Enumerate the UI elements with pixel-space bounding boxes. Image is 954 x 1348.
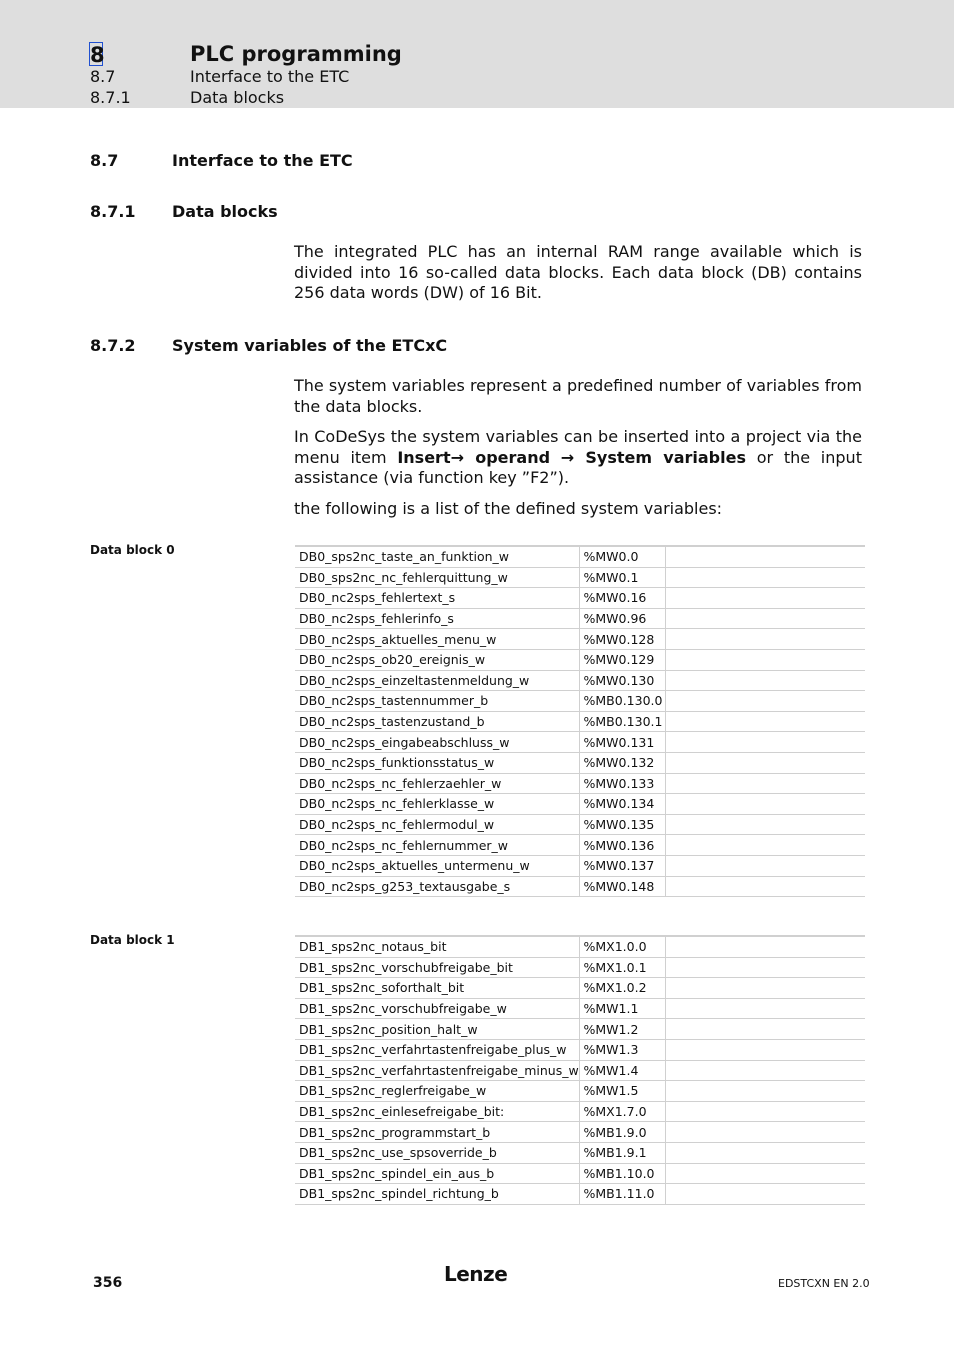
description-cell	[665, 752, 865, 773]
menu-insert: Insert	[397, 447, 451, 467]
address-cell: %MW0.96	[579, 608, 665, 629]
variable-name-cell: DB1_sps2nc_programmstart_b	[295, 1122, 579, 1143]
table-row	[295, 936, 865, 957]
table-row	[295, 649, 865, 670]
address-cell: %MW0.130	[579, 670, 665, 691]
variable-name-cell: DB1_sps2nc_position_halt_w	[295, 1019, 579, 1040]
variable-name-cell: DB1_sps2nc_vorschubfreigabe_bit	[295, 957, 579, 978]
address-cell: %MX1.7.0	[579, 1101, 665, 1122]
chapter-number-link[interactable]: 8	[90, 43, 105, 67]
variable-name-cell: DB1_sps2nc_verfahrtastenfreigabe_minus_w	[295, 1060, 579, 1081]
description-cell	[665, 732, 865, 753]
address-cell: %MB0.130.1	[579, 711, 665, 732]
description-cell	[665, 1184, 865, 1205]
table-row	[295, 1142, 865, 1163]
section-8-7-number: 8.7	[90, 151, 119, 170]
address-cell: %MW0.132	[579, 752, 665, 773]
description-cell	[665, 1163, 865, 1184]
table-row	[295, 998, 865, 1019]
variable-name-cell: DB0_nc2sps_nc_fehlerzaehler_w	[295, 773, 579, 794]
page-header	[0, 0, 954, 108]
address-cell: %MW0.137	[579, 855, 665, 876]
variable-name-cell: DB0_nc2sps_tastenzustand_b	[295, 711, 579, 732]
variable-name-cell: DB0_nc2sps_fehlerinfo_s	[295, 608, 579, 629]
table-row	[295, 608, 865, 629]
address-cell: %MW1.5	[579, 1081, 665, 1102]
variable-name-cell: DB1_sps2nc_einlesefreigabe_bit:	[295, 1101, 579, 1122]
menu-system-variables: System variables	[585, 447, 746, 467]
description-cell	[665, 814, 865, 835]
table-row	[295, 1081, 865, 1102]
table-row	[295, 835, 865, 856]
data-block-0-label: Data block 0	[90, 543, 175, 557]
table-row	[295, 711, 865, 732]
address-cell: %MW0.133	[579, 773, 665, 794]
variable-name-cell: DB0_nc2sps_nc_fehlerklasse_w	[295, 794, 579, 815]
variable-name-cell: DB1_sps2nc_use_spsoverride_b	[295, 1142, 579, 1163]
address-cell: %MW0.136	[579, 835, 665, 856]
table-row	[295, 794, 865, 815]
table-row	[295, 752, 865, 773]
address-cell: %MW1.2	[579, 1019, 665, 1040]
description-cell	[665, 794, 865, 815]
address-cell: %MX1.0.2	[579, 978, 665, 999]
variable-name-cell: DB0_nc2sps_funktionsstatus_w	[295, 752, 579, 773]
description-cell	[665, 546, 865, 567]
variable-name-cell: DB1_sps2nc_spindel_ein_aus_b	[295, 1163, 579, 1184]
menu-arrow-icon: →	[450, 447, 476, 467]
variable-name-cell: DB0_nc2sps_nc_fehlernummer_w	[295, 835, 579, 856]
description-cell	[665, 978, 865, 999]
address-cell: %MW0.128	[579, 629, 665, 650]
variable-name-cell: DB1_sps2nc_reglerfreigabe_w	[295, 1081, 579, 1102]
section-8-7-1-title: Data blocks	[172, 202, 278, 221]
variable-name-cell: DB1_sps2nc_verfahrtastenfreigabe_plus_w	[295, 1039, 579, 1060]
description-cell	[665, 1039, 865, 1060]
table-row	[295, 588, 865, 609]
header-subsection-number: 8.7.1	[90, 88, 131, 107]
table-row	[295, 814, 865, 835]
variable-name-cell: DB0_nc2sps_g253_textausgabe_s	[295, 876, 579, 897]
variable-name-cell: DB1_sps2nc_spindel_richtung_b	[295, 1184, 579, 1205]
table-row	[295, 1019, 865, 1040]
menu-arrow-icon: →	[560, 447, 586, 467]
address-cell: %MB0.130.0	[579, 691, 665, 712]
variable-name-cell: DB0_nc2sps_ob20_ereignis_w	[295, 649, 579, 670]
table-row	[295, 670, 865, 691]
description-cell	[665, 876, 865, 897]
description-cell	[665, 1060, 865, 1081]
description-cell	[665, 1019, 865, 1040]
table-row	[295, 1060, 865, 1081]
description-cell	[665, 567, 865, 588]
address-cell: %MX1.0.1	[579, 957, 665, 978]
table-row	[295, 629, 865, 650]
description-cell	[665, 711, 865, 732]
description-cell	[665, 855, 865, 876]
variable-name-cell: DB0_nc2sps_aktuelles_menu_w	[295, 629, 579, 650]
description-cell	[665, 1142, 865, 1163]
table-row	[295, 1039, 865, 1060]
address-cell: %MW0.135	[579, 814, 665, 835]
description-cell	[665, 608, 865, 629]
variable-name-cell: DB1_sps2nc_vorschubfreigabe_w	[295, 998, 579, 1019]
table-row	[295, 876, 865, 897]
address-cell: %MW0.131	[579, 732, 665, 753]
description-cell	[665, 691, 865, 712]
description-cell	[665, 773, 865, 794]
description-cell	[665, 1081, 865, 1102]
address-cell: %MB1.11.0	[579, 1184, 665, 1205]
variable-name-cell: DB1_sps2nc_soforthalt_bit	[295, 978, 579, 999]
description-cell	[665, 588, 865, 609]
description-cell	[665, 957, 865, 978]
variable-name-cell: DB0_sps2nc_taste_an_funktion_w	[295, 546, 579, 567]
address-cell: %MW0.148	[579, 876, 665, 897]
table-row	[295, 732, 865, 753]
variable-name-cell: DB0_nc2sps_tastennummer_b	[295, 691, 579, 712]
header-subsection-title: Data blocks	[190, 88, 285, 107]
address-cell: %MW1.1	[579, 998, 665, 1019]
section-8-7-2-title: System variables of the ETCxC	[172, 336, 448, 355]
section-8-7-1-number: 8.7.1	[90, 202, 136, 221]
description-cell	[665, 936, 865, 957]
address-cell: %MB1.10.0	[579, 1163, 665, 1184]
address-cell: %MW0.0	[579, 546, 665, 567]
data-block-1-table	[295, 935, 865, 1205]
table-row	[295, 957, 865, 978]
table-row	[295, 567, 865, 588]
menu-operand: operand	[475, 447, 551, 467]
variable-name-cell: DB0_nc2sps_nc_fehlermodul_w	[295, 814, 579, 835]
address-cell: %MW0.1	[579, 567, 665, 588]
description-cell	[665, 998, 865, 1019]
table-row	[295, 855, 865, 876]
system-variables-paragraph: The system variables represent a predefined number of variables from the data blocks.	[294, 376, 862, 416]
lenze-logo: Lenze	[444, 1262, 508, 1286]
codesys-text-end: or the input assistance (via function key ”F2”).	[294, 447, 862, 487]
chapter-title: PLC programming	[190, 42, 402, 66]
variable-name-cell: DB0_nc2sps_einzeltastenmeldung_w	[295, 670, 579, 691]
section-8-7-title: Interface to the ETC	[172, 151, 353, 170]
codesys-text-start: In CoDeSys the system variables can be inserted into a project via the menu item	[294, 427, 862, 467]
description-cell	[665, 629, 865, 650]
header-section-number: 8.7	[90, 67, 116, 86]
address-cell: %MW1.3	[579, 1039, 665, 1060]
description-cell	[665, 649, 865, 670]
table-row	[295, 773, 865, 794]
variable-name-cell: DB0_nc2sps_aktuelles_untermenu_w	[295, 855, 579, 876]
list-intro-paragraph: the following is a list of the defined system variables:	[294, 499, 723, 518]
address-cell: %MB1.9.1	[579, 1142, 665, 1163]
variable-name-cell: DB0_nc2sps_fehlertext_s	[295, 588, 579, 609]
table-row	[295, 1101, 865, 1122]
variable-name-cell: DB1_sps2nc_notaus_bit	[295, 936, 579, 957]
table-row	[295, 1184, 865, 1205]
table-row	[295, 978, 865, 999]
address-cell: %MW1.4	[579, 1060, 665, 1081]
table-row	[295, 1163, 865, 1184]
address-cell: %MW0.134	[579, 794, 665, 815]
description-cell	[665, 1101, 865, 1122]
header-section-title: Interface to the ETC	[190, 67, 350, 86]
document-id: EDSTCXN EN 2.0	[778, 1277, 870, 1290]
address-cell: %MX1.0.0	[579, 936, 665, 957]
data-block-0-table	[295, 545, 865, 897]
page-number: 356	[93, 1275, 123, 1291]
table-row	[295, 691, 865, 712]
variable-name-cell: DB0_nc2sps_eingabeabschluss_w	[295, 732, 579, 753]
table-row	[295, 1122, 865, 1143]
description-cell	[665, 835, 865, 856]
codesys-insert-paragraph	[294, 427, 862, 489]
description-cell	[665, 670, 865, 691]
address-cell: %MW0.16	[579, 588, 665, 609]
data-block-1-label: Data block 1	[90, 933, 175, 947]
section-8-7-2-number: 8.7.2	[90, 336, 136, 355]
address-cell: %MB1.9.0	[579, 1122, 665, 1143]
table-row	[295, 546, 865, 567]
description-cell	[665, 1122, 865, 1143]
variable-name-cell: DB0_sps2nc_nc_fehlerquittung_w	[295, 567, 579, 588]
address-cell: %MW0.129	[579, 649, 665, 670]
data-blocks-paragraph: The integrated PLC has an internal RAM range available which is divided into 16 so-called data blocks. Each data block (DB) contains 256 data words (DW) of 16 Bit.	[294, 242, 862, 302]
